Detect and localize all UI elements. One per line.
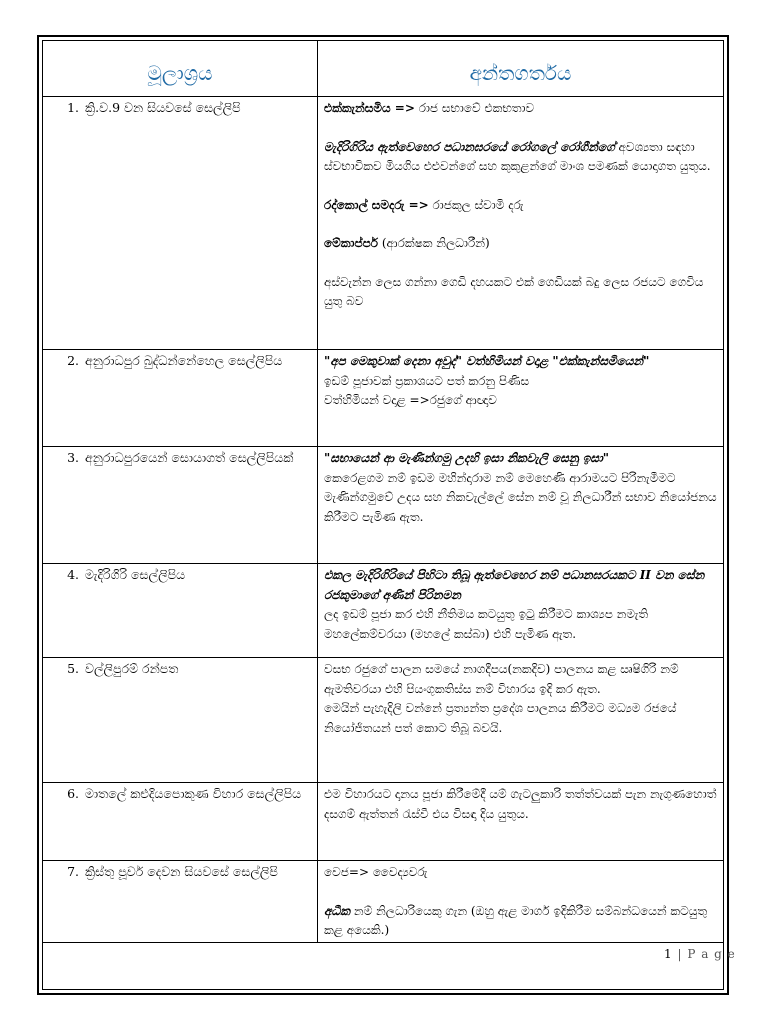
bold-term: රද්කොල් සමදරු => [324,197,429,212]
content-paragraph [324,785,717,824]
content-text: එම විහාරයට දානය පූජා කිරීමේදී යම් ගැටලුකාරි තත්ත්වයක් පැන නැගුණහොත් දසගම් ඇත්තන් රැස්වී එය විසඳා දිය යුතුය. [324,787,717,821]
page-label: P a g e [687,947,736,961]
source-cell [43,97,318,350]
content-paragraph [324,273,717,312]
content-text: අස්වැන්න ලෙස ගන්නා ගෙඩි දහයකට එක් ගෙඩියක් බදු ලෙස රජයට ගෙවිය යුතු බව [324,274,704,308]
content-cell [318,783,724,861]
content-text: නම් නිලධාරියෙකු ගැන (ඔහු ඇළ මාගර් ඉදිකිරීම සම්බන්ධයෙන් කටයුතු කළ අයෙකි.) [324,903,708,937]
content-cell [318,658,724,783]
table-row [43,564,724,658]
italic-bold-term: එකල මැදිරිගිරියේ පිහිටා තිබූ ඇත්වෙහෙර නම් පධානඝරයකට II වන සේන රජකුමාගේ අණින් පිරිනමන [324,568,705,602]
page-footer [664,947,736,961]
row-number: 6. [67,786,79,801]
bold-term: මේකාප්පර් [324,236,378,250]
source-cell [43,658,318,783]
table-body [43,97,724,943]
content-paragraph [324,699,717,738]
source-cell [43,564,318,658]
content-text: (ආරක්ෂක නිලධාරීන්) [381,236,490,250]
italic-bold-term: අධීක [324,903,351,918]
table-row [43,783,724,861]
content-cell [318,350,724,447]
content-text: අවශ්‍යතා සඳහා ස්වභාවිකව මියගිය එළුවන්ගේ සහ කුකුළන්ගේ මාංශ පමණක් යොදාගත යුතුය. [324,139,711,173]
content-paragraph [324,138,717,177]
row-number: 7. [67,864,79,879]
source-cell [43,783,318,861]
content-paragraph [324,391,717,411]
row-number: 4. [67,567,79,582]
source-name: ක්‍රි.ව.9 වන සියවසේ සෙල්ලිපි [85,100,241,115]
italic-bold-term: "සභායෙන් ආ මැණින්ගමු උදහි ඉසා නිකවැලි සෙනු ඉසා" [324,451,610,465]
source-name: මැදිරිගිරි සෙල්ලිපිය [85,567,186,582]
content-text: රාජකුල ස්වාමි දරු [432,197,524,212]
table-row [43,861,724,943]
content-paragraph [324,352,717,372]
content-paragraph [324,234,717,254]
row-number: 2. [67,353,79,368]
source-cell [43,447,318,564]
row-number: 5. [67,661,79,676]
source-name: අනුරාධපුර බුද්ධන්නේහෙල සෙල්ලිපිය [85,353,283,368]
table-row [43,658,724,783]
content-paragraph [324,660,717,699]
content-text: ලද ඉඩම් පූජා කර එහි නීතිමය කටයුතු ඉටු කිරීමට කාශ්‍යප නමැති මහලේකම්වරයා (මහලේ කස්බා) එහි පැමිණ ඇත. [324,607,649,641]
table-row [43,350,724,447]
content-table [42,40,724,943]
content-paragraph [324,605,717,644]
content-paragraph [324,449,717,469]
header-content: අන්තගර්තය [318,41,724,97]
page-number: 1 [664,947,673,961]
header-source: මූලාශ්‍රය [43,41,318,97]
content-text: රාජ සභාවේ එකභතාව [418,101,535,115]
content-text: වසභ රජුගේ පාලන සමයේ නාගදීපය(නකදිව) පාලනය කළ ඍෂිගිරි නම් ඇමතිවරයා එහි පියංගුකතිස්ස නම් විහාරය ඉදි කර ඇත. [324,662,679,696]
table-row [43,97,724,350]
content-paragraph [324,469,717,528]
content-paragraph [324,372,717,392]
content-paragraph [324,902,717,941]
row-number: 3. [67,450,79,465]
content-paragraph [324,196,717,216]
source-name: අනුරාධපුරයෙන් සොයාගත් සෙල්ලිපියක් [85,450,294,465]
content-paragraph [324,863,717,883]
bold-term: එක්කැන්සමිය => [324,101,415,115]
content-text: වත්හිමියන් වදාළ =>රජුගේ ආඥාව [324,393,497,407]
italic-bold-term: මැදිරිගිරිය ඇත්වෙහෙර පධානඝරයේ රෝගලේ රෝගීන්ගේ [324,139,615,154]
content-text: මෙයින් පැහැදිලි වන්නේ ප්‍රත්‍යන්ත ප්‍රදේශ පාලනය කිරීමට මධ්‍යම රජයේ නියෝජිතයන් පත් කොට තිබූ බවයි. [324,701,677,735]
content-cell [318,564,724,658]
page-separator: | [672,947,688,961]
content-paragraph [324,99,717,119]
content-text: වෙජ=> වෛද්‍යවරු [324,865,428,879]
table-header-row [43,41,724,97]
source-name: ක්‍රිස්තු පූර්ව දෙවන සියවසේ සෙල්ලිපි [85,864,278,879]
content-text: ඉඩම් පූජාවක් ප්‍රකාශයට පත් කරනු පිණිස [324,373,530,388]
source-cell [43,861,318,943]
content-text: කෙරෙළගම නම් ඉඩම මහින්දාරාම නම් මෙහෙණි ආරාමයට පිරිනැමීමට මැණින්ගමුවේ උදය සහ නිකවැල්ලේ සේන නම් වූ නිලධාරීන් සභාව නියෝජනය කිරීමට පැමිණ ඇත. [324,470,717,524]
content-cell [318,97,724,350]
source-name: මාතලේ කළුදියපොකුණ විහාර සෙල්ලිපිය [85,786,302,801]
table-row [43,447,724,564]
source-cell [43,350,318,447]
content-paragraph [324,566,717,605]
content-cell [318,861,724,943]
source-name: වල්ලිපුරම් රන්පත [85,661,179,676]
row-number: 1. [67,100,79,115]
italic-bold-term: "අප මෙකුවාක් දෙනා අවුද්" වත්හිමියන් වදාළ "එක්කැන්සමියෙන්" [324,354,650,368]
content-cell [318,447,724,564]
